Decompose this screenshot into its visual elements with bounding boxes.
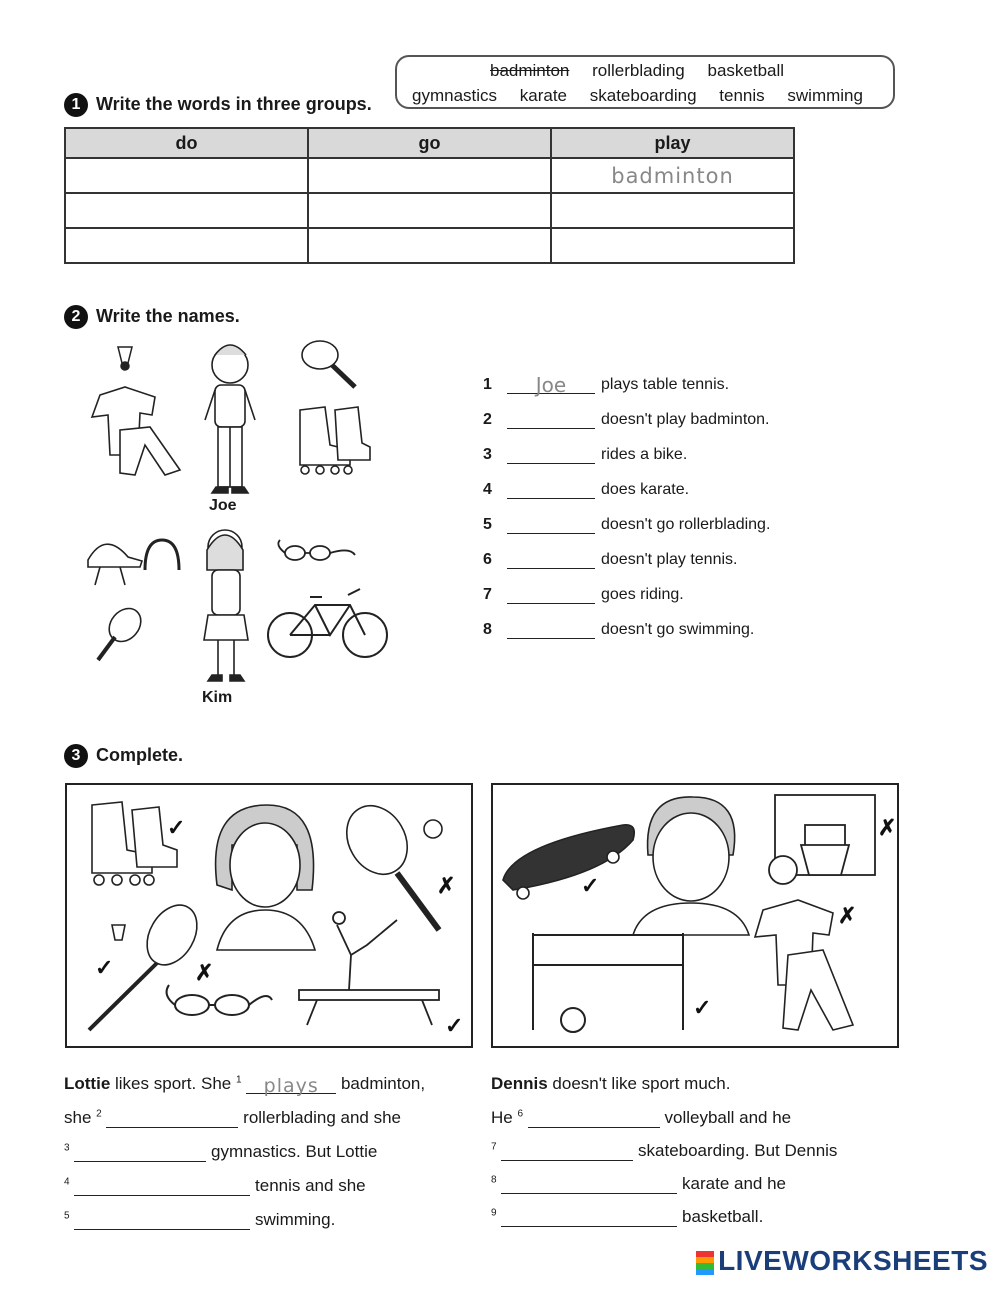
answer-cell[interactable] xyxy=(308,228,551,263)
word-bank-item: basketball xyxy=(707,61,785,80)
table-row xyxy=(65,193,794,228)
answer-blank[interactable] xyxy=(501,1208,677,1227)
groups-table xyxy=(64,127,795,264)
exercise-instruction: Write the words in three groups. xyxy=(96,93,372,114)
sentence-list xyxy=(483,375,770,655)
text: swimming. xyxy=(250,1210,336,1229)
text: gymnastics. But Lottie xyxy=(206,1142,378,1161)
logo-text: LIVEWORKSHEETS xyxy=(718,1245,988,1276)
sentence-text: doesn't go swimming. xyxy=(601,621,755,638)
answer-blank[interactable] xyxy=(507,410,595,429)
skateboard-icon xyxy=(503,825,634,899)
dennis-picture-box xyxy=(491,783,899,1048)
exercise-instruction: Complete. xyxy=(96,744,184,765)
lottie-line-3 xyxy=(64,1142,377,1162)
rollerblade-icon xyxy=(300,407,370,474)
exercise-number: 1 xyxy=(64,93,88,117)
word-bank-item: skateboarding xyxy=(589,86,697,105)
sentence xyxy=(483,515,770,550)
sentence-text: rides a bike. xyxy=(601,446,688,463)
logo-mark-icon xyxy=(696,1251,714,1275)
answer-cell[interactable] xyxy=(551,193,794,228)
dennis-line-5 xyxy=(491,1207,763,1227)
dennis-line-4 xyxy=(491,1174,786,1194)
dennis-line-3 xyxy=(491,1141,837,1161)
word-bank-item: karate xyxy=(519,86,568,105)
word-bank-item: swimming xyxy=(787,86,863,105)
kim-illustration xyxy=(80,525,400,690)
answer-cell[interactable] xyxy=(65,158,308,193)
blank-number: 2 xyxy=(96,1108,102,1120)
column-header-do: do xyxy=(65,128,308,158)
word-bank-item: tennis xyxy=(719,86,765,105)
example-answer: plays xyxy=(263,1075,319,1097)
text: basketball. xyxy=(677,1207,764,1226)
word-bank-item: gymnastics xyxy=(412,86,498,105)
answer-blank[interactable] xyxy=(501,1142,633,1161)
text: she xyxy=(64,1108,97,1127)
sentence xyxy=(483,585,770,620)
answer-blank[interactable] xyxy=(74,1211,250,1230)
table-row xyxy=(65,158,794,193)
answer-blank[interactable] xyxy=(507,515,595,534)
lottie-line-5 xyxy=(64,1210,335,1230)
blank-number: 1 xyxy=(235,1074,242,1086)
sentence-text: goes riding. xyxy=(601,586,684,603)
text: karate and he xyxy=(677,1174,786,1193)
lottie-line-1 xyxy=(64,1074,426,1097)
blank-number: 3 xyxy=(64,1142,70,1154)
exercise-3-heading xyxy=(64,744,183,768)
sentence-text: does karate. xyxy=(601,481,690,498)
check-mark-icon: ✓ xyxy=(581,873,600,898)
sentence xyxy=(483,410,770,445)
cross-mark-icon: ✗ xyxy=(878,815,897,840)
lottie-line-2 xyxy=(64,1108,401,1128)
dennis-line-2 xyxy=(491,1108,791,1128)
blank-number: 5 xyxy=(64,1210,70,1222)
horseshoe-icon xyxy=(145,540,179,570)
word-bank xyxy=(395,55,895,109)
sentence-text: doesn't play badminton. xyxy=(601,411,770,428)
sentence-text: doesn't play tennis. xyxy=(601,551,738,568)
name-dennis: Dennis xyxy=(491,1074,548,1093)
answer-blank[interactable] xyxy=(74,1177,250,1196)
example-answer: Joe xyxy=(535,373,567,397)
answer-blank[interactable] xyxy=(501,1175,677,1194)
table-tennis-bat-icon xyxy=(302,341,355,387)
text: He xyxy=(491,1108,518,1127)
text: likes sport. She xyxy=(110,1074,236,1093)
answer-blank[interactable] xyxy=(507,480,595,499)
gymnast-beam-icon xyxy=(299,912,439,1025)
answer-blank[interactable] xyxy=(507,620,595,639)
answer-cell[interactable] xyxy=(308,193,551,228)
answer-cell[interactable] xyxy=(65,228,308,263)
girl-lottie-icon xyxy=(216,805,315,950)
sentence-number: 5 xyxy=(483,516,492,533)
answer-blank[interactable] xyxy=(507,445,595,464)
rollerblade-icon xyxy=(92,802,177,885)
karate-suit-icon xyxy=(92,387,180,475)
exercise-number: 3 xyxy=(64,744,88,768)
sentence xyxy=(483,550,770,585)
text: tennis and she xyxy=(250,1176,366,1195)
lottie-line-4 xyxy=(64,1176,366,1196)
example-answer: badminton xyxy=(611,163,734,188)
answer-cell[interactable] xyxy=(65,193,308,228)
word-bank-row-2 xyxy=(412,86,881,106)
tennis-racket-icon xyxy=(98,602,147,660)
sentence-number: 8 xyxy=(483,621,492,638)
answer-blank[interactable] xyxy=(106,1109,238,1128)
sentence-number: 1 xyxy=(483,376,492,393)
liveworksheets-logo xyxy=(696,1245,988,1277)
sentence-text: plays table tennis. xyxy=(601,376,730,393)
answer-blank[interactable] xyxy=(74,1143,206,1162)
answer-blank[interactable] xyxy=(528,1109,660,1128)
goggles-icon xyxy=(278,540,355,560)
text: rollerblading and she xyxy=(238,1108,401,1127)
exercise-instruction: Write the names. xyxy=(96,305,240,326)
sentence-number: 3 xyxy=(483,446,492,463)
cross-mark-icon: ✗ xyxy=(195,960,214,985)
kim-figure xyxy=(204,530,248,681)
volleyball-net-icon xyxy=(533,933,683,1032)
cross-mark-icon: ✗ xyxy=(838,903,857,928)
dennis-line-1 xyxy=(491,1074,730,1094)
name-label-joe: Joe xyxy=(209,497,237,514)
word-bank-item: rollerblading xyxy=(592,61,685,80)
check-mark-icon: ✓ xyxy=(167,815,186,840)
blank-number: 9 xyxy=(491,1207,497,1219)
boy-dennis-icon xyxy=(633,797,749,935)
check-mark-icon: ✓ xyxy=(445,1013,464,1038)
bicycle-icon xyxy=(268,589,387,657)
sentence-number: 2 xyxy=(483,411,492,428)
tennis-racket-icon xyxy=(335,795,442,930)
shuttlecock-icon xyxy=(118,347,132,370)
answer-blank[interactable] xyxy=(507,373,595,397)
blank-number: 6 xyxy=(517,1108,524,1120)
text: badminton, xyxy=(336,1074,426,1093)
lottie-picture-box xyxy=(65,783,473,1048)
goggles-icon xyxy=(167,985,272,1015)
check-mark-icon: ✓ xyxy=(693,995,712,1020)
sentence xyxy=(483,620,770,655)
answer-blank[interactable] xyxy=(507,550,595,569)
sentence xyxy=(483,480,770,515)
column-header-play: play xyxy=(551,128,794,158)
riding-hat-icon xyxy=(88,544,142,585)
answer-cell[interactable] xyxy=(308,158,551,193)
joe-figure xyxy=(205,345,255,493)
answer-cell[interactable] xyxy=(551,158,794,193)
sentence-number: 4 xyxy=(483,481,492,498)
name-label-kim: Kim xyxy=(202,689,233,706)
answer-blank[interactable] xyxy=(246,1075,336,1097)
exercise-2-heading xyxy=(64,305,240,329)
name-lottie: Lottie xyxy=(64,1074,111,1093)
text: volleyball and he xyxy=(659,1108,792,1127)
answer-blank[interactable] xyxy=(507,585,595,604)
answer-cell[interactable] xyxy=(551,228,794,263)
blank-number: 8 xyxy=(491,1174,497,1186)
text: doesn't like sport much. xyxy=(547,1074,731,1093)
sentence-number: 7 xyxy=(483,586,492,603)
word-bank-row-1 xyxy=(490,61,802,81)
sentence-text: doesn't go rollerblading. xyxy=(601,516,771,533)
blank-number: 4 xyxy=(64,1176,70,1188)
lottie-illustration xyxy=(67,785,471,1046)
sentence xyxy=(483,445,770,480)
blank-number: 7 xyxy=(491,1141,497,1153)
word-bank-item: badminton xyxy=(490,61,570,80)
sentence xyxy=(483,375,770,410)
basketball-hoop-icon xyxy=(769,795,875,884)
cross-mark-icon: ✗ xyxy=(437,873,456,898)
column-header-go: go xyxy=(308,128,551,158)
table-header-row xyxy=(65,128,794,158)
table-row xyxy=(65,228,794,263)
exercise-1-heading xyxy=(64,93,372,117)
joe-illustration xyxy=(80,335,400,505)
check-mark-icon: ✓ xyxy=(95,955,114,980)
text: skateboarding. But Dennis xyxy=(633,1141,838,1160)
sentence-number: 6 xyxy=(483,551,492,568)
exercise-number: 2 xyxy=(64,305,88,329)
